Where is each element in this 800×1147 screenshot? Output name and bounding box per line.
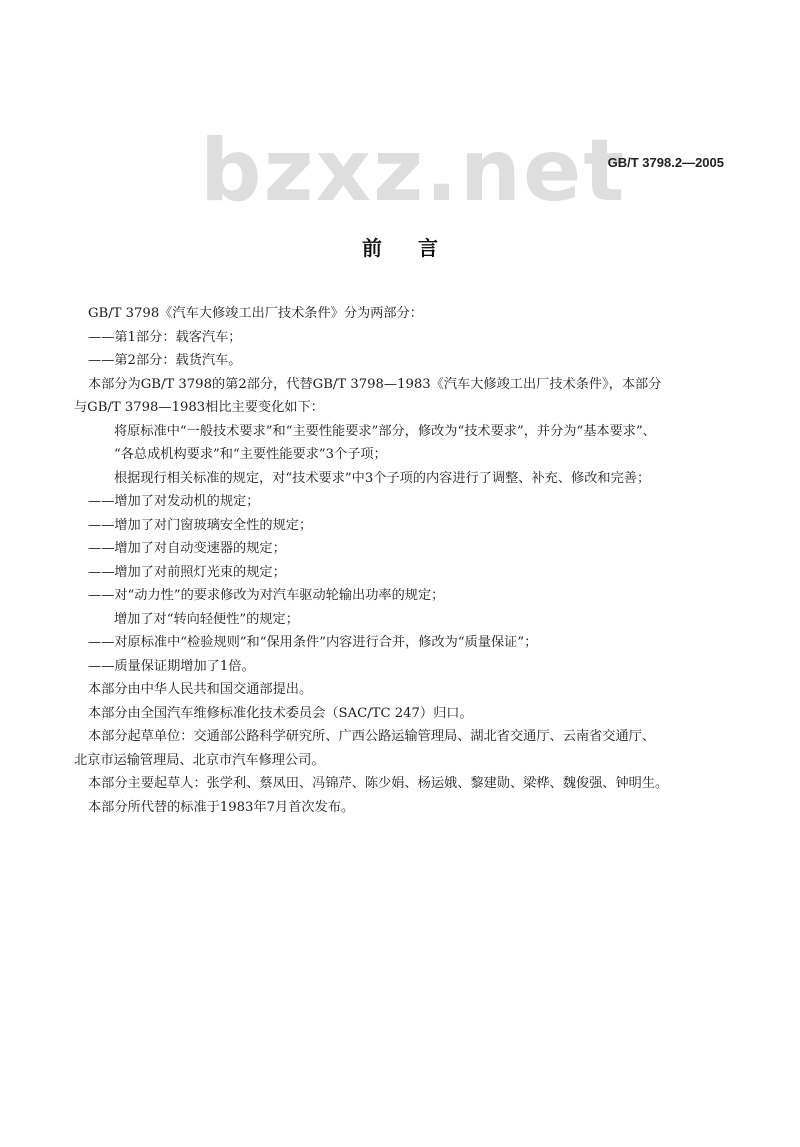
watermark: bzxz.net xyxy=(200,121,627,221)
list-item: ——对“动力性”的要求修改为对汽车驱动轮输出功率的规定； xyxy=(88,588,445,603)
standard-number: GB/T 3798.2—2005 xyxy=(607,155,724,170)
paragraph-line: 将原标准中“一般技术要求”和“主要性能要求”部分，修改为“技术要求”，并分为“基本要求”、 xyxy=(114,423,656,439)
title-char-1: 前 xyxy=(362,236,382,260)
paragraph-line: 本部分由全国汽车维修标准化技术委员会（SAC/TC 247）归口。 xyxy=(88,705,473,721)
paragraph-line: 北京市运输管理局、北京市汽车修理公司。 xyxy=(74,752,325,768)
list-item: ——对原标准中“检验规则”和“保用条件”内容进行合并，修改为“质量保证”； xyxy=(88,635,538,650)
list-item: ——增加了对自动变速器的规定； xyxy=(88,541,286,556)
paragraph-line: 与GB/T 3798—1983相比主要变化如下： xyxy=(74,400,324,415)
paragraph-line: 本部分所代替的标准于1983年7月首次发布。 xyxy=(88,799,355,815)
paragraph-line: 本部分起草单位：交通部公路科学研究所、广西公路运输管理局、湖北省交通厅、云南省交通厅、 xyxy=(88,729,656,744)
paragraph-line: 根据现行相关标准的规定，对“技术要求”中3个子项的内容进行了调整、补充、修改和完善； xyxy=(114,470,651,486)
list-item: ——增加了对前照灯光束的规定； xyxy=(88,564,286,580)
paragraph-line: 本部分主要起草人：张学利、蔡凤田、冯锦芹、陈少娟、杨运娥、黎建勋、梁桦、魏俊强、钟明生。 xyxy=(88,776,669,791)
paragraph-line: “各总成机构要求”和“主要性能要求”3个子项； xyxy=(114,447,387,462)
list-item: ——第2部分：载货汽车。 xyxy=(88,353,242,368)
paragraph-line: 本部分为GB/T 3798的第2部分，代替GB/T 3798—1983《汽车大修竣工出厂技术条件》，本部分 xyxy=(88,376,662,392)
page-title xyxy=(0,232,800,261)
paragraph-line: 本部分由中华人民共和国交通部提出。 xyxy=(88,682,313,697)
list-item: ——质量保证期增加了1倍。 xyxy=(88,658,255,674)
title-char-2: 言 xyxy=(418,236,438,260)
list-item: 增加了对“转向轻便性”的规定； xyxy=(114,611,299,627)
list-item: ——第1部分：载客汽车； xyxy=(88,329,242,345)
list-item: ——增加了对门窗玻璃安全性的规定； xyxy=(88,517,313,533)
foreword-body xyxy=(74,302,728,819)
list-item: ——增加了对发动机的规定； xyxy=(88,494,260,509)
paragraph-line: GB/T 3798《汽车大修竣工出厂技术条件》分为两部分： xyxy=(88,306,423,321)
